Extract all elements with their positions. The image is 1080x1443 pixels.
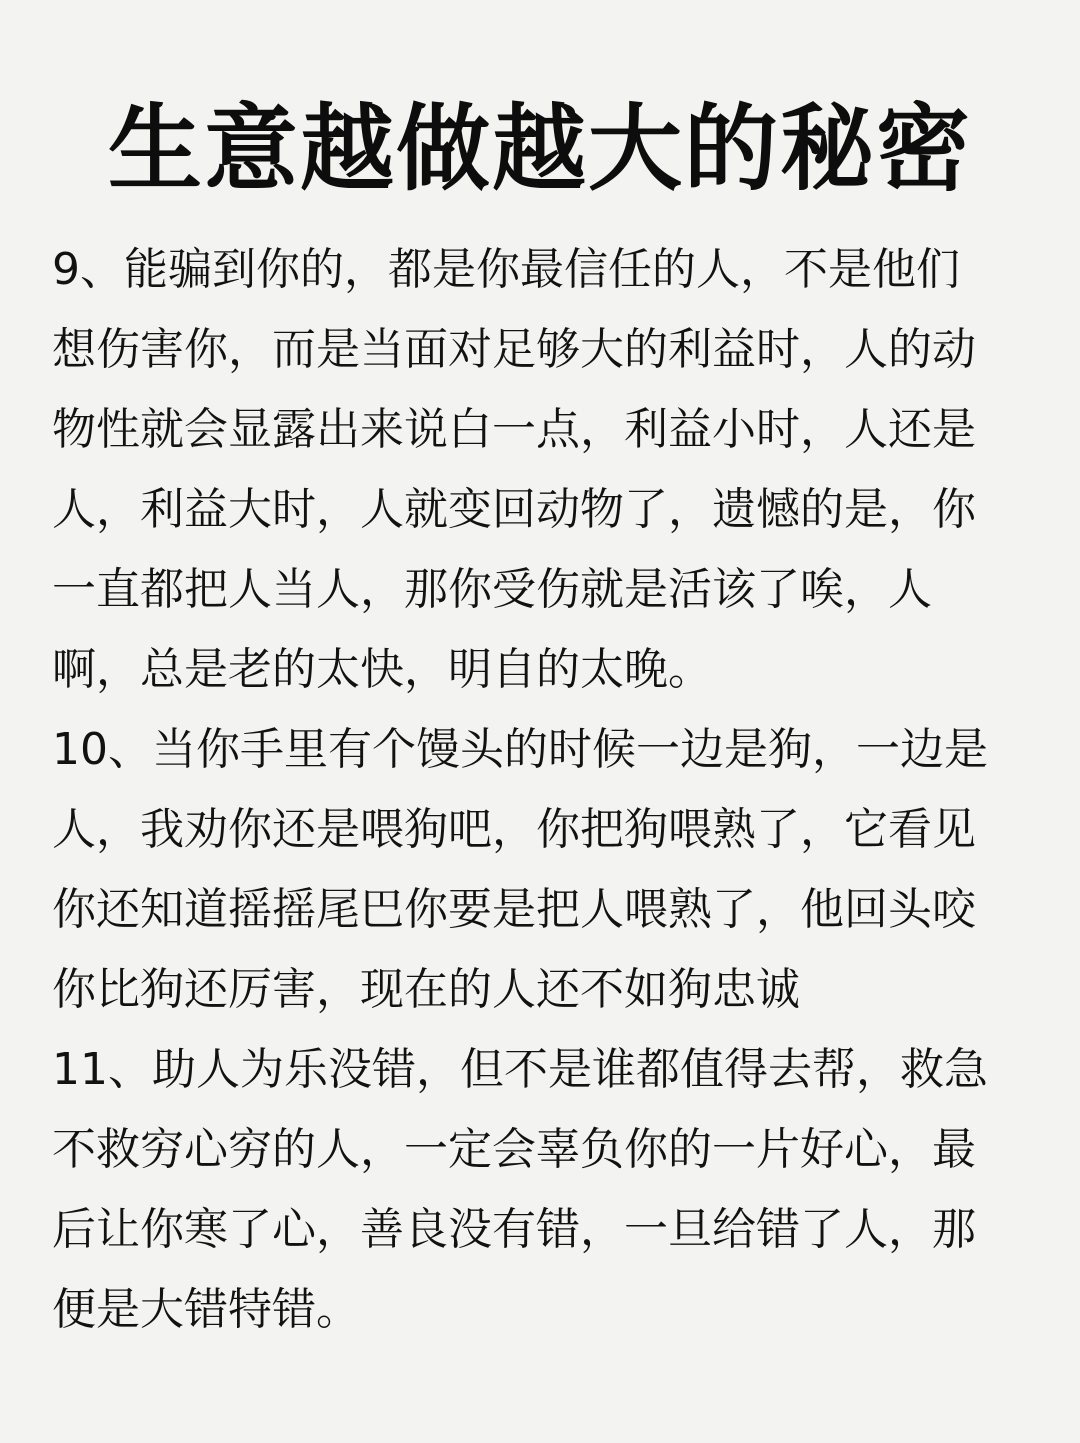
text-line: 便是大错特错。 (52, 1284, 360, 1335)
text-line: 想伤害你，而是当面对足够大的利益时，人的动 (52, 324, 976, 375)
paragraph-10 (52, 710, 1044, 1030)
text-line: 11、助人为乐没错，但不是谁都值得去帮，救急 (52, 1044, 988, 1095)
paragraph-9 (52, 230, 1044, 710)
text-line: 人，我劝你还是喂狗吧，你把狗喂熟了，它看见 (52, 804, 976, 855)
text-line: 啊，总是老的太快，明自的太晚。 (52, 644, 712, 695)
text-line: 后让你寒了心，善良没有错，一旦给错了人，那 (52, 1204, 976, 1255)
text-line: 物性就会显露出来说白一点，利益小时，人还是 (52, 404, 976, 455)
paragraph-11 (52, 1030, 1044, 1350)
text-line: 10、当你手里有个馒头的时候一边是狗，一边是 (52, 724, 988, 775)
text-line: 你比狗还厉害，现在的人还不如狗忠诚 (52, 964, 800, 1015)
text-line: 人，利益大时，人就变回动物了，遗憾的是，你 (52, 484, 976, 535)
text-line: 不救穷心穷的人，一定会辜负你的一片好心，最 (52, 1124, 976, 1175)
text-line: 一直都把人当人，那你受伤就是活该了唉，人 (52, 564, 932, 615)
text-line: 你还知道摇摇尾巴你要是把人喂熟了，他回头咬 (52, 884, 976, 935)
article-body (52, 230, 1044, 1350)
page-title: 生意越做越大的秘密 (107, 95, 972, 204)
text-line: 9、能骗到你的，都是你最信任的人，不是他们 (52, 244, 960, 295)
